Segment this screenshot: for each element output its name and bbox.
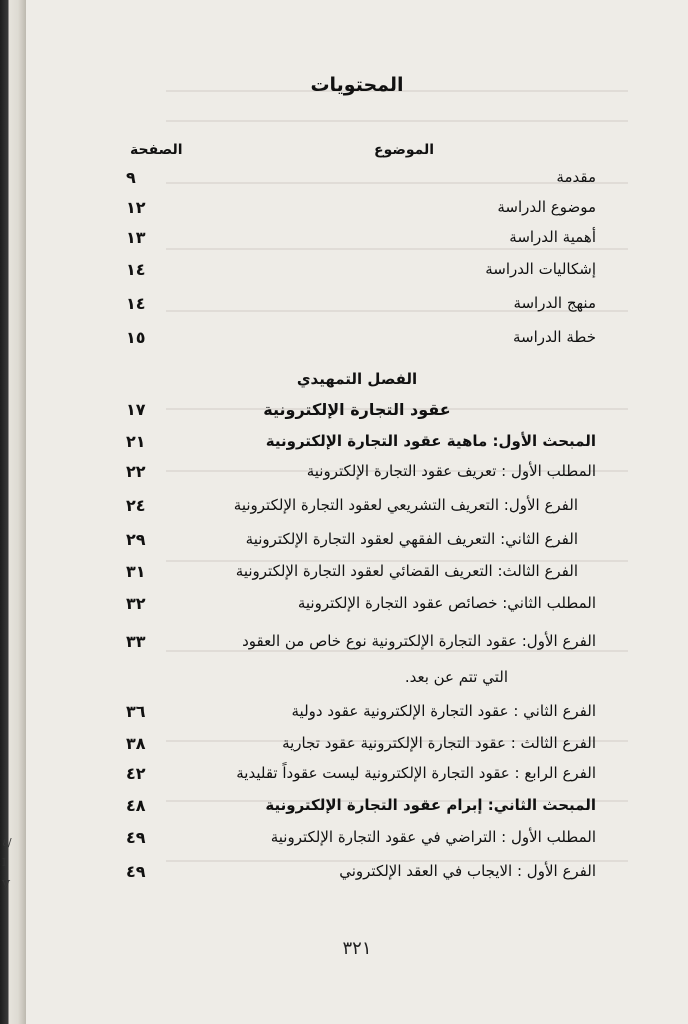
toc-entry <box>26 702 688 732</box>
toc-entry-continuation <box>26 668 688 698</box>
toc-entry <box>26 764 688 794</box>
toc-entry-page: ٣٦ <box>126 702 146 721</box>
toc-entry-text: المبحث الأول: ماهية عقود التجارة الإلكترونية <box>265 432 596 450</box>
toc-entry-page: ٤٢ <box>126 764 146 783</box>
toc-entry <box>26 198 688 228</box>
toc-entry-text: عقود التجارة الإلكترونية <box>263 400 451 419</box>
toc-entry-text: منهج الدراسة <box>513 294 596 312</box>
toc-entry-text: أهمية الدراسة <box>509 228 596 246</box>
page-number: ٣٢١ <box>342 938 372 959</box>
toc-entry-text: الفرع الثالث: التعريف القضائي لعقود التجارة الإلكترونية <box>235 562 578 580</box>
toc-entry-text: الفرع الأول : الايجاب في العقد الإلكتروني <box>339 862 596 880</box>
toc-entry-text: الفرع الأول: التعريف التشريعي لعقود التجارة الإلكترونية <box>233 496 578 514</box>
toc-entry-page: ٤٩ <box>126 828 146 847</box>
toc-entry <box>26 228 688 258</box>
toc-entry <box>26 400 688 430</box>
toc-entry-page: ١٤ <box>126 260 146 279</box>
toc-entry-text: الفرع الثاني: التعريف الفقهي لعقود التجارة الإلكترونية <box>245 530 578 548</box>
toc-entry <box>26 828 688 858</box>
book-page <box>26 0 688 1024</box>
toc-entry-text: المطلب الأول : التراضي في عقود التجارة الإلكترونية <box>270 828 596 846</box>
toc-entry-text: الفرع الثاني : عقود التجارة الإلكترونية عقود دولية <box>291 702 596 720</box>
toc-entry-page: ٩ <box>126 168 136 187</box>
toc-entry-text: الفرع الرابع : عقود التجارة الإلكترونية ليست عقوداً تقليدية <box>236 764 596 782</box>
toc-entry-page: ٢٩ <box>126 530 146 549</box>
page-column-header: الصفحة <box>130 142 183 158</box>
toc-entry-text: المبحث الثاني: إبرام عقود التجارة الإلكترونية <box>265 796 596 814</box>
toc-entry-page: ١٢ <box>126 198 146 217</box>
toc-entry-page: ٣٨ <box>126 734 146 753</box>
toc-entry-page: ٣٢ <box>126 594 146 613</box>
toc-entry-text: التي تتم عن بعد. <box>404 668 508 686</box>
toc-entry <box>26 294 688 324</box>
margin-fragment: V <box>2 878 10 891</box>
toc-entry <box>26 530 688 560</box>
toc-entry <box>26 432 688 462</box>
toc-entry-page: ٢٢ <box>126 462 146 481</box>
toc-entry <box>26 562 688 592</box>
toc-entry <box>26 462 688 492</box>
book-gutter <box>0 0 26 1024</box>
chapter-heading <box>26 370 688 400</box>
toc-entry-text: الفرع الثالث : عقود التجارة الإلكترونية عقود تجارية <box>282 734 596 752</box>
toc-entry-text: خطة الدراسة <box>512 328 596 346</box>
toc-entry-page: ١٧ <box>126 400 146 419</box>
toc-entry-page: ٢١ <box>126 432 146 451</box>
toc-entry-page: ٢٤ <box>126 496 146 515</box>
toc-entry-page: ٤٩ <box>126 862 146 881</box>
toc-entry-text: الفرع الأول: عقود التجارة الإلكترونية نوع خاص من العقود <box>242 632 596 650</box>
toc-entry-text: الفصل التمهيدي <box>296 370 418 388</box>
toc-entry <box>26 734 688 764</box>
margin-fragment: I <box>2 856 7 869</box>
toc-entry <box>26 168 688 198</box>
toc-entry <box>26 862 688 892</box>
toc-entry <box>26 796 688 826</box>
toc-entry <box>26 328 688 358</box>
toc-entry <box>26 260 688 290</box>
toc-entry <box>26 594 688 624</box>
toc-entry-text: موضوع الدراسة <box>497 198 596 216</box>
toc-entry-page: ١٤ <box>126 294 146 313</box>
toc-entry-text: المطلب الثاني: خصائص عقود التجارة الإلكترونية <box>297 594 596 612</box>
topic-column-header: الموضوع <box>374 142 435 158</box>
toc-entry <box>26 632 688 662</box>
toc-entry-text: المطلب الأول : تعريف عقود التجارة الإلكترونية <box>306 462 596 480</box>
toc-entry-page: ١٣ <box>126 228 146 247</box>
toc-entry-page: ١٥ <box>126 328 146 347</box>
toc-entry-page: ٤٨ <box>126 796 146 815</box>
toc-entry-page: ٣٣ <box>126 632 146 651</box>
toc-entry <box>26 496 688 526</box>
page-title: المحتويات <box>310 74 404 96</box>
toc-entry-text: إشكاليات الدراسة <box>485 260 596 278</box>
toc-entry-page: ٣١ <box>126 562 146 581</box>
margin-fragment: ٤/ <box>2 836 12 849</box>
toc-entry-text: مقدمة <box>556 168 596 186</box>
